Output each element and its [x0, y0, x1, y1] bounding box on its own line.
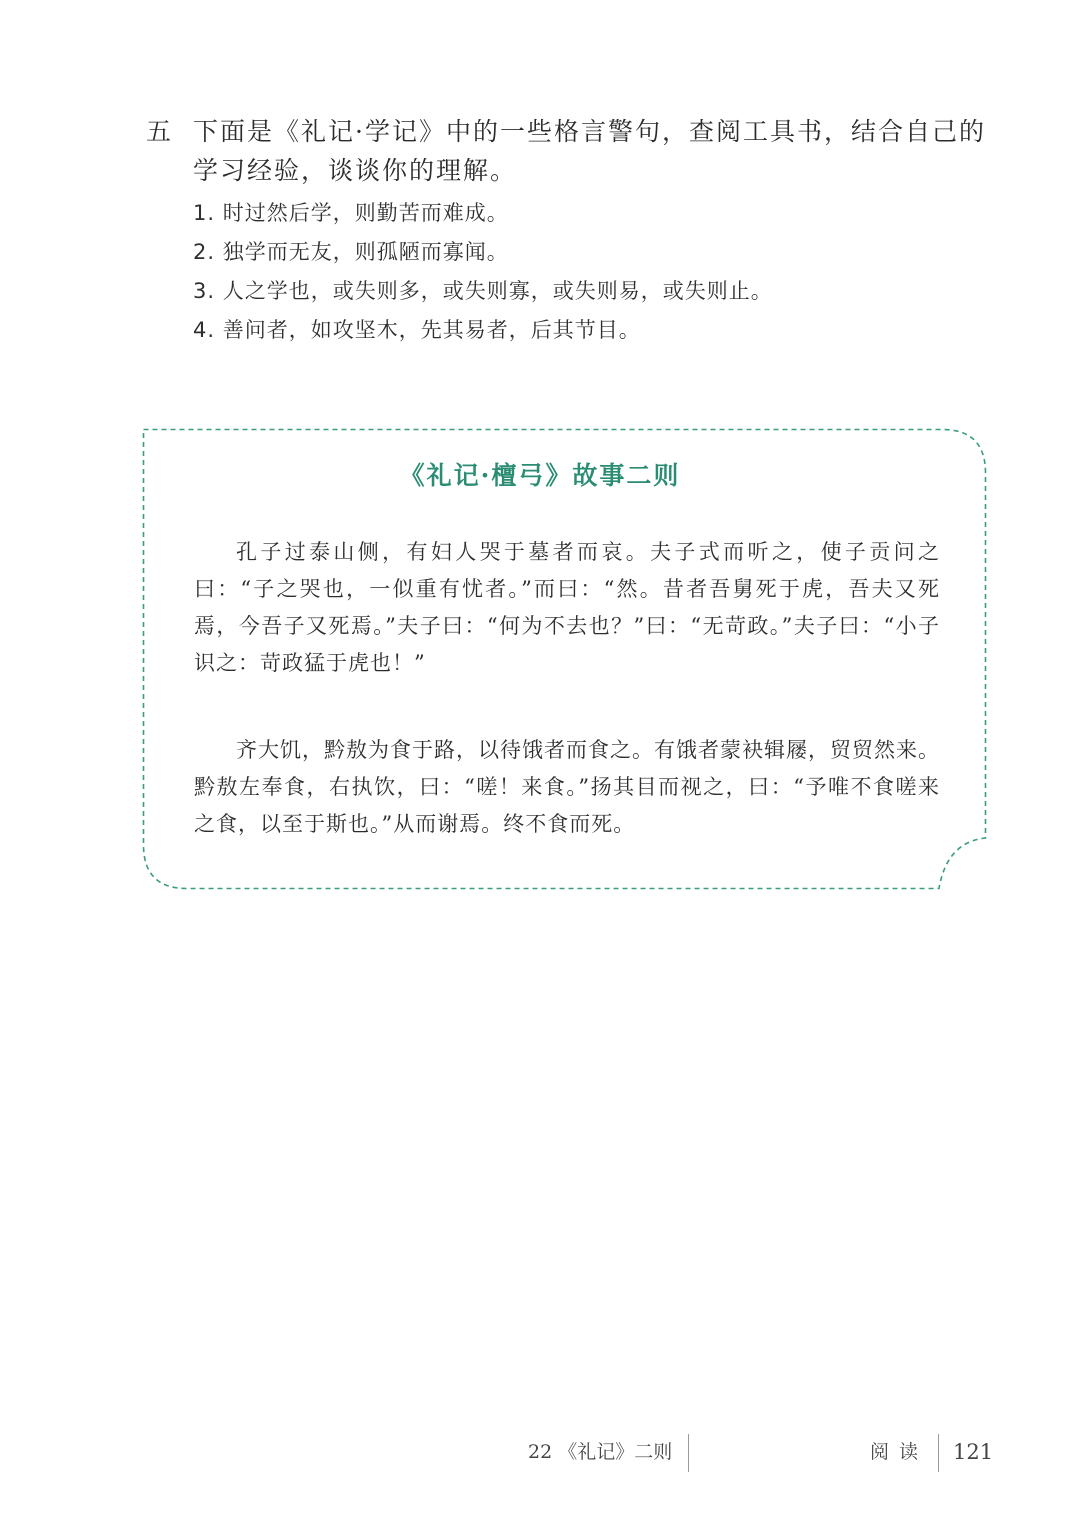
story-paragraph: 孔子过泰山侧，有妇人哭于墓者而哀。夫子式而听之，使子贡问之曰：“子之哭也，一似重有忧者。”而曰：“然。昔者吾舅死于虎，吾夫又死焉，今吾子又死焉。”夫子曰：“何为不去也？”曰：“无苛政。”夫子曰：“小子识之：苛政猛于虎也！” — [194, 540, 940, 675]
page-footer — [0, 1432, 1080, 1472]
lesson-title: 22 《礼记》二则 — [528, 1441, 673, 1463]
exercise-item: 3. 人之学也，或失则多，或失则寡，或失则易，或失则止。 — [193, 279, 773, 303]
exercise-prompt: 下面是《礼记·学记》中的一些格言警句，查阅工具书，结合自己的学习经验，谈谈你的理解。 — [193, 117, 986, 185]
exercise-number: 五 — [146, 117, 174, 146]
exercise-five — [146, 112, 1006, 350]
reading-box-title: 《礼记·檀弓》故事二则 — [399, 461, 681, 490]
section-label: 阅读 — [870, 1441, 929, 1463]
exercise-heading — [146, 112, 1006, 190]
exercise-items — [193, 194, 1006, 350]
footer-divider — [938, 1434, 939, 1472]
footer-divider — [688, 1434, 689, 1472]
exercise-item: 4. 善问者，如攻坚木，先其易者，后其节目。 — [193, 318, 641, 342]
story-paragraph: 齐大饥，黔敖为食于路，以待饿者而食之。有饿者蒙袂辑屦，贸贸然来。黔敖左奉食，右执饮，曰：“嗟！来食。”扬其目而视之，曰：“予唯不食嗟来之食，以至于斯也。”从而谢焉。终不食而死。 — [194, 738, 940, 836]
exercise-item: 2. 独学而无友，则孤陋而寡闻。 — [193, 240, 509, 264]
page-number: 121 — [953, 1440, 994, 1464]
exercise-item: 1. 时过然后学，则勤苦而难成。 — [193, 201, 509, 225]
